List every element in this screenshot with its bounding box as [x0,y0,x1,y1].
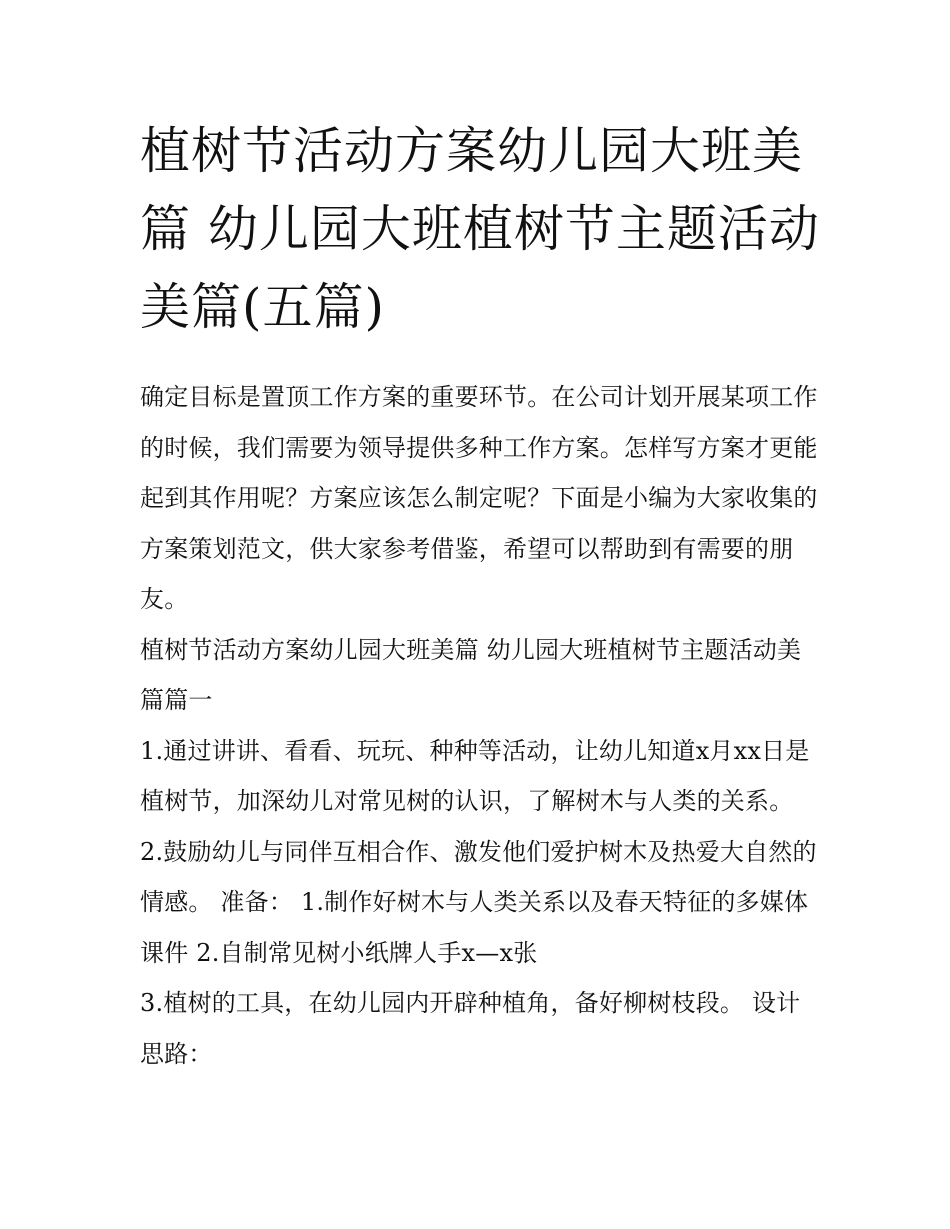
document-title: 植树节活动方案幼儿园大班美篇 幼儿园大班植树节主题活动美篇(五篇) [140,122,820,336]
document-page [140,112,820,1079]
section-heading-paragraph: 植树节活动方案幼儿园大班美篇 幼儿园大班植树节主题活动美篇篇一 [140,635,802,714]
goal-item-2: 2.鼓励幼儿与同伴互相合作、激发他们爱护树木及热爱大自然的情感。 准备： 1.制作好树木与人类关系以及春天特征的多媒体课件 2.自制常见树小纸牌人手x—x张 [140,837,817,967]
goal-item-1: 1.通过讲讲、看看、玩玩、种种等活动，让幼儿知道x月xx日是植树节，加深幼儿对常见树的认识，了解树木与人类的关系。 [140,736,810,815]
goal-item-3: 3.植树的工具，在幼儿园内开辟种植角，备好柳树枝段。 设计思路： [140,989,801,1068]
intro-paragraph: 确定目标是置顶工作方案的重要环节。在公司计划开展某项工作的时候，我们需要为领导提供多种工作方案。怎样写方案才更能起到其作用呢？方案应该怎么制定呢？下面是小编为大家收集的方案策划范文，供大家参考借鉴，希望可以帮助到有需要的朋友。 [140,383,818,613]
